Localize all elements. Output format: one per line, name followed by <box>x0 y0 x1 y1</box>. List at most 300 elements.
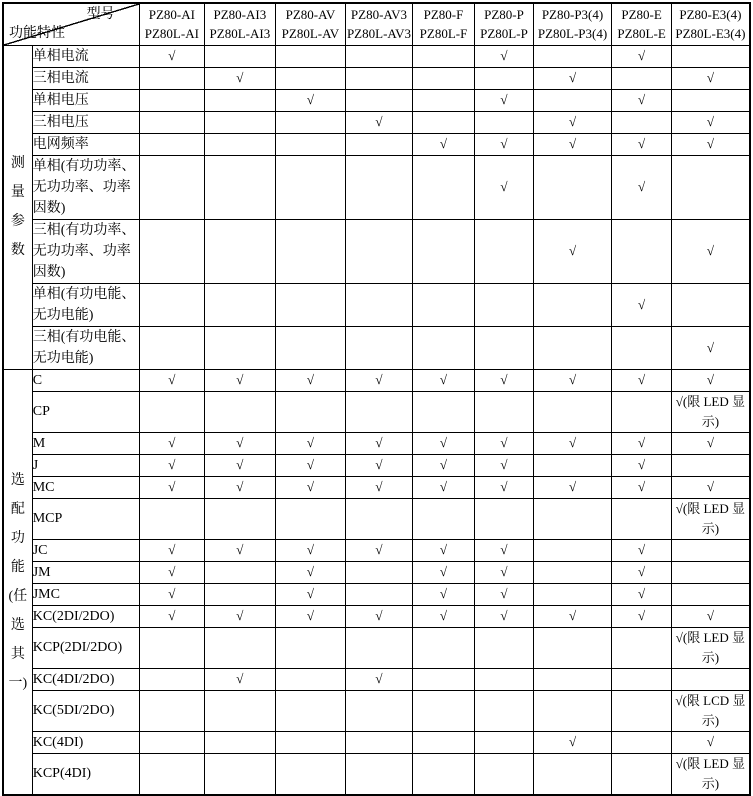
empty-cell <box>475 668 533 690</box>
feature-label: 单相(有功电能、无功电能) <box>32 283 139 326</box>
model-name: PZ80-AV <box>285 7 336 23</box>
feature-label: KC(4DI/2DO) <box>32 668 139 690</box>
check-cell: √ <box>533 476 612 498</box>
empty-cell <box>205 326 276 369</box>
empty-cell <box>412 155 475 219</box>
empty-cell <box>205 561 276 583</box>
check-cell: √ <box>475 583 533 605</box>
column-header-pz80-e34 <box>671 3 750 45</box>
empty-cell <box>412 45 475 67</box>
check-cell: √ <box>205 67 276 89</box>
check-cell: √ <box>533 731 612 753</box>
empty-cell <box>346 731 413 753</box>
check-cell: √ <box>533 432 612 454</box>
column-header-pz80-av3 <box>346 3 413 45</box>
empty-cell <box>412 89 475 111</box>
feature-label: KCP(4DI) <box>32 753 139 795</box>
empty-cell <box>346 283 413 326</box>
check-cell: √(限 LED 显示) <box>671 753 750 795</box>
empty-cell <box>139 326 205 369</box>
column-header-pz80-p <box>475 3 533 45</box>
check-cell: √ <box>346 369 413 391</box>
check-cell: √ <box>205 432 276 454</box>
check-cell: √ <box>412 605 475 627</box>
feature-label: KC(2DI/2DO) <box>32 605 139 627</box>
table-row <box>3 583 750 605</box>
table-row <box>3 605 750 627</box>
check-cell: √ <box>139 583 205 605</box>
empty-cell <box>346 561 413 583</box>
check-cell: √ <box>139 605 205 627</box>
empty-cell <box>346 67 413 89</box>
group-label-char: 量 <box>10 185 25 200</box>
model-name: PZ80-AI <box>148 7 195 23</box>
model-name: PZ80L-AI <box>144 26 199 42</box>
empty-cell <box>139 627 205 668</box>
check-cell: √ <box>275 583 346 605</box>
feature-label: KC(5DI/2DO) <box>32 690 139 731</box>
check-cell: √ <box>671 219 750 283</box>
empty-cell <box>205 391 276 432</box>
corner-diagonal-cell <box>3 3 139 45</box>
table-row <box>3 369 750 391</box>
check-cell: √ <box>139 369 205 391</box>
empty-cell <box>671 561 750 583</box>
empty-cell <box>205 283 276 326</box>
table-row <box>3 67 750 89</box>
check-cell: √ <box>412 583 475 605</box>
check-cell: √(限 LED 显示) <box>671 498 750 539</box>
check-cell: √ <box>671 133 750 155</box>
empty-cell <box>275 690 346 731</box>
empty-cell <box>275 67 346 89</box>
model-name: PZ80L-P <box>480 26 528 42</box>
group-label-char: 数 <box>10 243 25 258</box>
check-cell: √ <box>205 476 276 498</box>
check-cell: √ <box>412 476 475 498</box>
check-cell: √ <box>139 45 205 67</box>
group-label-char: 能 <box>10 559 25 575</box>
group-label-char: 选 <box>10 472 25 488</box>
empty-cell <box>275 731 346 753</box>
check-cell: √ <box>612 89 671 111</box>
check-cell: √ <box>533 605 612 627</box>
check-cell: √ <box>612 561 671 583</box>
check-cell: √ <box>671 432 750 454</box>
feature-label: J <box>32 454 139 476</box>
check-cell: √ <box>346 605 413 627</box>
empty-cell <box>671 89 750 111</box>
check-cell: √ <box>205 668 276 690</box>
table-row <box>3 561 750 583</box>
check-cell: √ <box>475 369 533 391</box>
table-row <box>3 627 750 668</box>
table-row <box>3 498 750 539</box>
feature-label: 单相电流 <box>32 45 139 67</box>
empty-cell <box>612 690 671 731</box>
empty-cell <box>671 454 750 476</box>
empty-cell <box>139 133 205 155</box>
check-cell: √ <box>412 454 475 476</box>
group-label-char: (任 <box>8 588 28 604</box>
empty-cell <box>671 668 750 690</box>
check-cell: √ <box>346 539 413 561</box>
check-cell: √ <box>475 45 533 67</box>
empty-cell <box>139 753 205 795</box>
check-cell: √ <box>412 369 475 391</box>
feature-label: 三相电流 <box>32 67 139 89</box>
check-cell: √ <box>475 155 533 219</box>
check-cell: √ <box>205 605 276 627</box>
check-cell: √ <box>412 133 475 155</box>
check-cell: √ <box>671 111 750 133</box>
empty-cell <box>205 731 276 753</box>
empty-cell <box>612 753 671 795</box>
model-name: PZ80L-E3(4) <box>675 26 746 42</box>
check-cell: √ <box>612 133 671 155</box>
empty-cell <box>346 753 413 795</box>
model-name: PZ80-E <box>621 7 662 23</box>
empty-cell <box>205 627 276 668</box>
check-cell: √ <box>275 454 346 476</box>
empty-cell <box>346 326 413 369</box>
feature-label: MC <box>32 476 139 498</box>
column-header-pz80-ai <box>139 3 205 45</box>
check-cell: √ <box>275 539 346 561</box>
empty-cell <box>139 111 205 133</box>
check-cell: √(限 LED 显示) <box>671 627 750 668</box>
empty-cell <box>346 498 413 539</box>
empty-cell <box>346 690 413 731</box>
empty-cell <box>475 326 533 369</box>
check-cell: √ <box>475 133 533 155</box>
empty-cell <box>412 690 475 731</box>
model-name: PZ80-E3(4) <box>679 7 742 23</box>
table-row <box>3 690 750 731</box>
check-cell: √ <box>475 89 533 111</box>
empty-cell <box>671 45 750 67</box>
feature-label: 单相电压 <box>32 89 139 111</box>
empty-cell <box>475 391 533 432</box>
check-cell: √ <box>412 432 475 454</box>
check-cell: √ <box>475 476 533 498</box>
empty-cell <box>275 627 346 668</box>
empty-cell <box>205 498 276 539</box>
corner-feature-label: 功能特性 <box>9 25 65 41</box>
check-cell: √ <box>139 432 205 454</box>
check-cell: √ <box>533 111 612 133</box>
empty-cell <box>612 627 671 668</box>
model-name: PZ80-P3(4) <box>541 7 604 23</box>
column-header-pz80-e <box>612 3 671 45</box>
feature-label: KC(4DI) <box>32 731 139 753</box>
group-label-char: 参 <box>10 214 25 229</box>
feature-label: JMC <box>32 583 139 605</box>
empty-cell <box>275 391 346 432</box>
empty-cell <box>533 668 612 690</box>
check-cell: √ <box>346 432 413 454</box>
model-name: PZ80L-AI3 <box>209 26 271 42</box>
group-label-char: 选 <box>10 617 25 633</box>
check-cell: √ <box>475 605 533 627</box>
empty-cell <box>533 283 612 326</box>
empty-cell <box>475 690 533 731</box>
check-cell: √ <box>533 369 612 391</box>
check-cell: √ <box>346 476 413 498</box>
check-cell: √ <box>671 326 750 369</box>
empty-cell <box>533 155 612 219</box>
check-cell: √ <box>671 67 750 89</box>
check-cell: √ <box>533 219 612 283</box>
check-cell: √ <box>671 369 750 391</box>
column-header-pz80-ai3 <box>205 3 276 45</box>
empty-cell <box>412 283 475 326</box>
check-cell: √ <box>612 155 671 219</box>
empty-cell <box>346 627 413 668</box>
empty-cell <box>475 627 533 668</box>
empty-cell <box>205 753 276 795</box>
feature-label: 三相(有功电能、无功电能) <box>32 326 139 369</box>
empty-cell <box>533 539 612 561</box>
table-row <box>3 731 750 753</box>
empty-cell <box>139 391 205 432</box>
table-row <box>3 476 750 498</box>
check-cell: √ <box>412 539 475 561</box>
check-cell: √ <box>533 67 612 89</box>
check-cell: √ <box>612 369 671 391</box>
table-row <box>3 391 750 432</box>
empty-cell <box>205 89 276 111</box>
feature-matrix-table <box>2 2 751 796</box>
check-cell: √ <box>612 454 671 476</box>
empty-cell <box>139 731 205 753</box>
check-cell: √ <box>139 561 205 583</box>
feature-label: JM <box>32 561 139 583</box>
empty-cell <box>139 668 205 690</box>
empty-cell <box>139 67 205 89</box>
empty-cell <box>612 668 671 690</box>
table-row <box>3 753 750 795</box>
empty-cell <box>412 219 475 283</box>
column-header-pz80-av <box>275 3 346 45</box>
check-cell: √ <box>412 561 475 583</box>
check-cell: √ <box>139 476 205 498</box>
empty-cell <box>205 111 276 133</box>
check-cell: √ <box>475 539 533 561</box>
table-row <box>3 432 750 454</box>
check-cell: √ <box>671 476 750 498</box>
check-cell: √ <box>275 432 346 454</box>
empty-cell <box>275 283 346 326</box>
table-row <box>3 283 750 326</box>
column-header-pz80-p34 <box>533 3 612 45</box>
empty-cell <box>475 219 533 283</box>
empty-cell <box>475 67 533 89</box>
empty-cell <box>671 283 750 326</box>
empty-cell <box>346 89 413 111</box>
empty-cell <box>275 753 346 795</box>
table-row <box>3 454 750 476</box>
check-cell: √ <box>671 605 750 627</box>
empty-cell <box>275 111 346 133</box>
empty-cell <box>346 45 413 67</box>
empty-cell <box>475 731 533 753</box>
check-cell: √ <box>205 539 276 561</box>
table-row <box>3 668 750 690</box>
check-cell: √(限 LCD 显示) <box>671 690 750 731</box>
feature-label: CP <box>32 391 139 432</box>
check-cell: √ <box>475 454 533 476</box>
empty-cell <box>205 690 276 731</box>
feature-label: MCP <box>32 498 139 539</box>
empty-cell <box>612 731 671 753</box>
model-name: PZ80-F <box>423 7 464 23</box>
empty-cell <box>205 45 276 67</box>
empty-cell <box>412 67 475 89</box>
group-label-char: 其 <box>10 646 25 662</box>
empty-cell <box>533 454 612 476</box>
table-row <box>3 326 750 369</box>
group-label-char: 功 <box>10 530 25 546</box>
section-group-label <box>3 45 32 369</box>
table-row <box>3 111 750 133</box>
check-cell: √ <box>475 561 533 583</box>
feature-label: M <box>32 432 139 454</box>
table-row <box>3 219 750 283</box>
empty-cell <box>671 539 750 561</box>
check-cell: √ <box>346 111 413 133</box>
check-cell: √ <box>275 476 346 498</box>
empty-cell <box>671 155 750 219</box>
feature-label: 电网频率 <box>32 133 139 155</box>
empty-cell <box>533 89 612 111</box>
empty-cell <box>139 89 205 111</box>
check-cell: √ <box>612 432 671 454</box>
corner-model-label: 型号 <box>86 7 115 22</box>
empty-cell <box>533 690 612 731</box>
table-row <box>3 155 750 219</box>
model-name: PZ80L-F <box>419 26 468 42</box>
empty-cell <box>612 498 671 539</box>
empty-cell <box>533 753 612 795</box>
model-name: PZ80L-AV3 <box>346 26 411 42</box>
empty-cell <box>412 668 475 690</box>
empty-cell <box>275 219 346 283</box>
model-name: PZ80-P <box>484 7 524 23</box>
empty-cell <box>346 583 413 605</box>
empty-cell <box>275 498 346 539</box>
empty-cell <box>205 219 276 283</box>
check-cell: √(限 LED 显示) <box>671 391 750 432</box>
empty-cell <box>475 753 533 795</box>
empty-cell <box>533 391 612 432</box>
empty-cell <box>346 133 413 155</box>
model-name: PZ80-AV3 <box>350 7 408 23</box>
feature-label: JC <box>32 539 139 561</box>
check-cell: √ <box>612 583 671 605</box>
feature-label: 单相(有功功率、无功功率、功率因数) <box>32 155 139 219</box>
column-header-pz80-f <box>412 3 475 45</box>
feature-label: 三相电压 <box>32 111 139 133</box>
empty-cell <box>346 219 413 283</box>
empty-cell <box>475 111 533 133</box>
check-cell: √ <box>612 283 671 326</box>
check-cell: √ <box>612 45 671 67</box>
check-cell: √ <box>612 476 671 498</box>
group-label-char: 配 <box>10 501 25 517</box>
table-row <box>3 89 750 111</box>
check-cell: √ <box>139 539 205 561</box>
feature-label: C <box>32 369 139 391</box>
check-cell: √ <box>275 89 346 111</box>
empty-cell <box>139 155 205 219</box>
empty-cell <box>612 219 671 283</box>
feature-label: KCP(2DI/2DO) <box>32 627 139 668</box>
empty-cell <box>139 283 205 326</box>
check-cell: √ <box>612 605 671 627</box>
group-label-char: 测 <box>10 156 25 171</box>
empty-cell <box>612 326 671 369</box>
header-row <box>3 3 750 45</box>
empty-cell <box>412 111 475 133</box>
empty-cell <box>205 133 276 155</box>
group-label-char: 一) <box>8 675 28 691</box>
table-row <box>3 45 750 67</box>
empty-cell <box>346 391 413 432</box>
empty-cell <box>533 498 612 539</box>
empty-cell <box>275 668 346 690</box>
model-name: PZ80L-AV <box>281 26 340 42</box>
empty-cell <box>139 219 205 283</box>
feature-label: 三相(有功功率、无功功率、功率因数) <box>32 219 139 283</box>
empty-cell <box>139 498 205 539</box>
check-cell: √ <box>205 369 276 391</box>
empty-cell <box>275 155 346 219</box>
empty-cell <box>346 155 413 219</box>
empty-cell <box>205 155 276 219</box>
empty-cell <box>475 283 533 326</box>
empty-cell <box>533 583 612 605</box>
check-cell: √ <box>612 539 671 561</box>
empty-cell <box>412 731 475 753</box>
check-cell: √ <box>346 668 413 690</box>
empty-cell <box>475 498 533 539</box>
model-name: PZ80L-E <box>617 26 666 42</box>
table-header <box>3 3 750 45</box>
empty-cell <box>412 498 475 539</box>
check-cell: √ <box>275 605 346 627</box>
table-row <box>3 539 750 561</box>
empty-cell <box>671 583 750 605</box>
empty-cell <box>275 326 346 369</box>
empty-cell <box>533 627 612 668</box>
empty-cell <box>139 690 205 731</box>
check-cell: √ <box>346 454 413 476</box>
check-cell: √ <box>275 561 346 583</box>
empty-cell <box>412 627 475 668</box>
check-cell: √ <box>275 369 346 391</box>
section-group-label <box>3 369 32 795</box>
empty-cell <box>612 67 671 89</box>
check-cell: √ <box>533 133 612 155</box>
empty-cell <box>533 45 612 67</box>
model-name: PZ80-AI3 <box>213 7 267 23</box>
empty-cell <box>533 561 612 583</box>
empty-cell <box>612 111 671 133</box>
check-cell: √ <box>139 454 205 476</box>
model-name: PZ80L-P3(4) <box>537 26 608 42</box>
empty-cell <box>275 45 346 67</box>
